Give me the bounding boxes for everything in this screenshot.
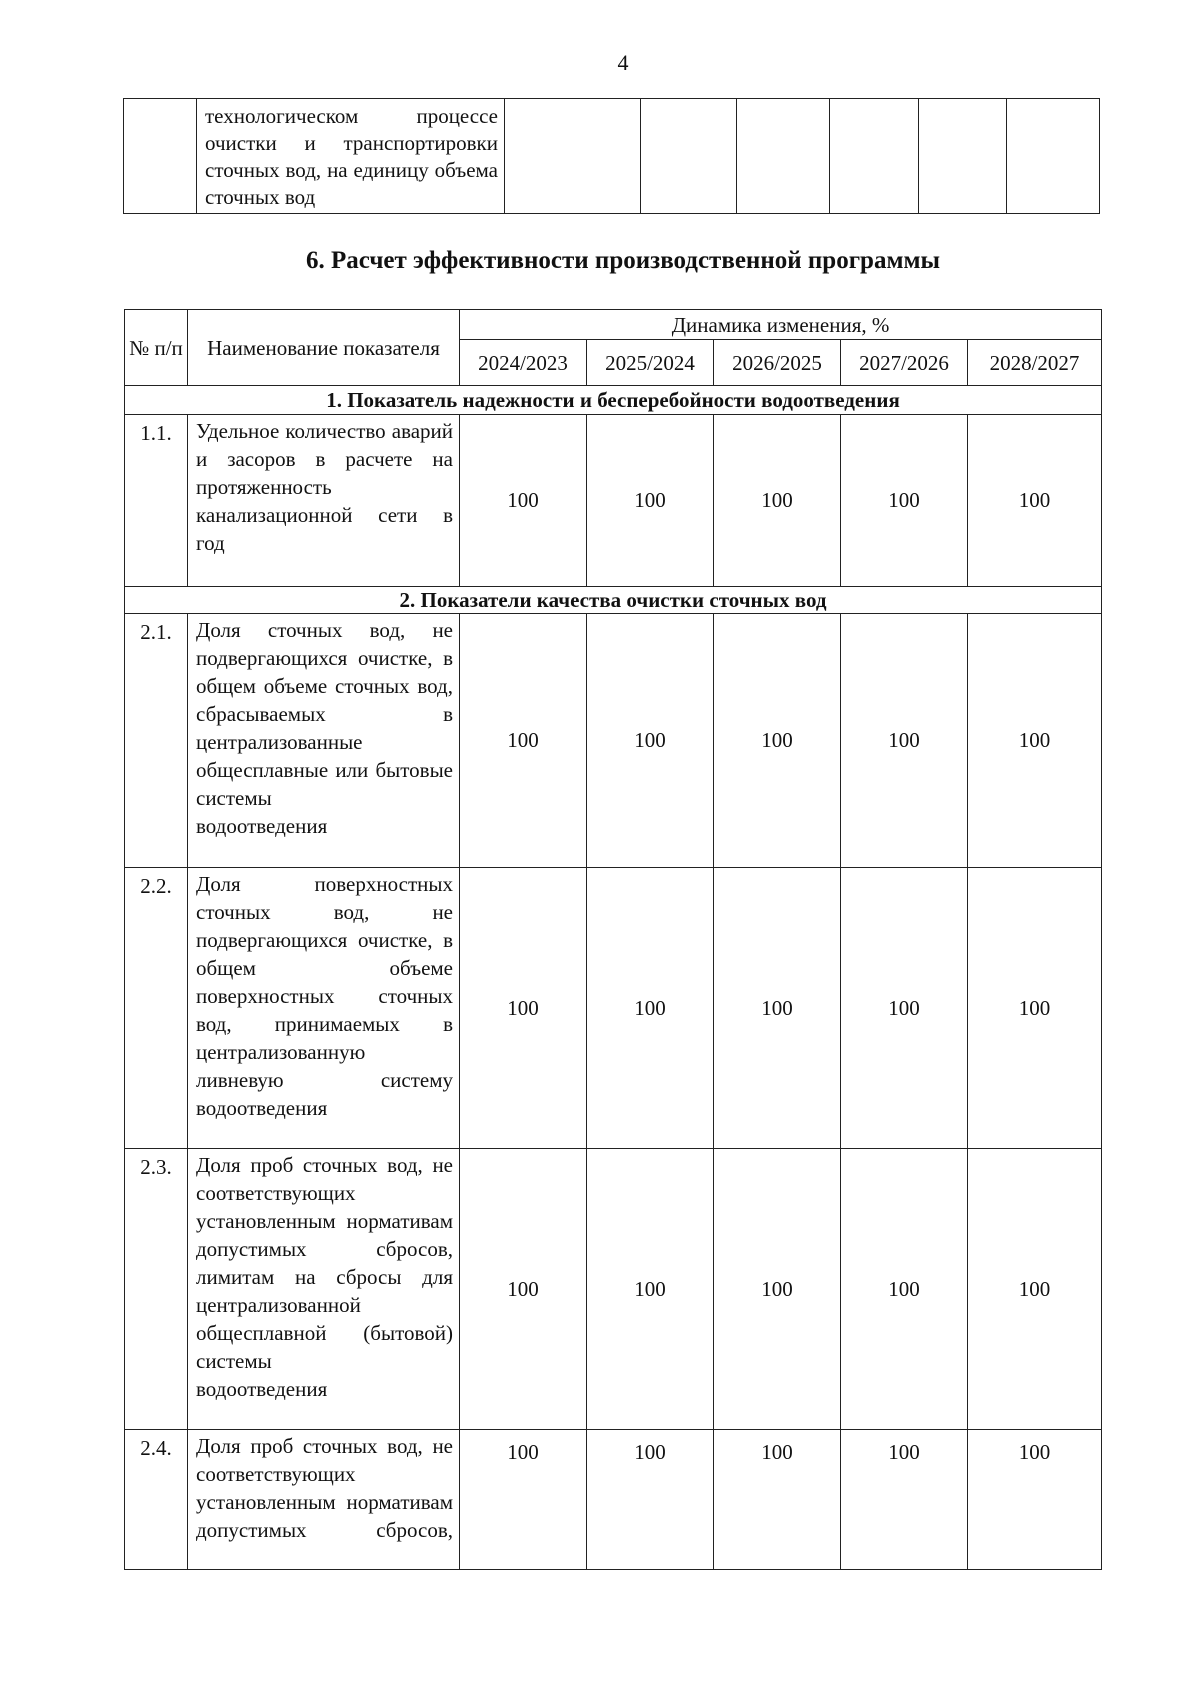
indicator-name: Доля проб сточных вод, не соответствующих установленным нормативам допустимых сбросов,	[188, 1430, 460, 1570]
value-cell: 100	[714, 415, 841, 587]
indicator-name-cell: технологическом процессе очистки и транспортировки сточных вод, на единицу объема сточных вод	[197, 99, 505, 214]
header-dynamics: Динамика изменения, %	[460, 310, 1102, 340]
value-cell: 100	[460, 415, 587, 587]
row-number: 2.3.	[125, 1149, 188, 1430]
indicator-name: Удельное количество аварий и засоров в расчете на протяженность канализационной сети в год	[188, 415, 460, 587]
header-num: № п/п	[125, 310, 188, 386]
value-cell: 100	[587, 868, 714, 1149]
value-cell: 100	[460, 1149, 587, 1430]
value-cell: 100	[841, 415, 968, 587]
value-cell: 100	[841, 614, 968, 868]
row-number: 1.1.	[125, 415, 188, 587]
value-cell: 100	[968, 1430, 1102, 1570]
header-year: 2026/2025	[714, 340, 841, 386]
table-row	[125, 614, 1102, 868]
value-cell: 100	[968, 868, 1102, 1149]
header-name: Наименование показателя	[188, 310, 460, 386]
header-year: 2028/2027	[968, 340, 1102, 386]
value-cell: 100	[587, 1149, 714, 1430]
section-heading: 1. Показатель надежности и бесперебойности водоотведения	[125, 386, 1102, 415]
table-row	[125, 1430, 1102, 1570]
section-heading: 2. Показатели качества очистки сточных вод	[125, 587, 1102, 614]
value-cell: 100	[714, 614, 841, 868]
table-row	[125, 1149, 1102, 1430]
value-cell: 100	[841, 868, 968, 1149]
page-number: 4	[617, 50, 629, 75]
value-cell: 100	[968, 1149, 1102, 1430]
continuation-table	[123, 98, 1100, 214]
value-cell: 100	[714, 1430, 841, 1570]
value-cell: 100	[460, 614, 587, 868]
section-row	[125, 587, 1102, 614]
indicator-name: Доля сточных вод, не подвергающихся очистке, в общем объеме сточных вод, сбрасываемых в централизованные общесплавные или бытовые системы водоотведения	[188, 614, 460, 868]
header-row	[125, 310, 1102, 340]
value-cell: 100	[968, 415, 1102, 587]
value-cell: 100	[460, 1430, 587, 1570]
header-year: 2025/2024	[587, 340, 714, 386]
row-number: 2.4.	[125, 1430, 188, 1570]
section-title: 6. Расчет эффективности производственной программы	[305, 247, 941, 274]
indicator-name: Доля поверхностных сточных вод, не подвергающихся очистке, в общем объеме поверхностных сточных вод, принимаемых в централизованную ливневую систему водоотведения	[188, 868, 460, 1149]
value-cell: 100	[587, 415, 714, 587]
table-row	[124, 99, 1100, 214]
header-year: 2027/2026	[841, 340, 968, 386]
row-number: 2.1.	[125, 614, 188, 868]
value-cell: 100	[841, 1430, 968, 1570]
section-row	[125, 386, 1102, 415]
value-cell: 100	[587, 614, 714, 868]
table-row	[125, 868, 1102, 1149]
value-cell: 100	[714, 1149, 841, 1430]
table-row	[125, 415, 1102, 587]
value-cell: 100	[841, 1149, 968, 1430]
efficiency-table	[124, 309, 1102, 1570]
value-cell: 100	[460, 868, 587, 1149]
value-cell: 100	[587, 1430, 714, 1570]
header-year: 2024/2023	[460, 340, 587, 386]
value-cell: 100	[968, 614, 1102, 868]
row-number: 2.2.	[125, 868, 188, 1149]
value-cell: 100	[714, 868, 841, 1149]
indicator-name: Доля проб сточных вод, не соответствующих установленным нормативам допустимых сбросов, лимитам на сбросы для централизованной общесплавной (бытовой) системы водоотведения	[188, 1149, 460, 1430]
